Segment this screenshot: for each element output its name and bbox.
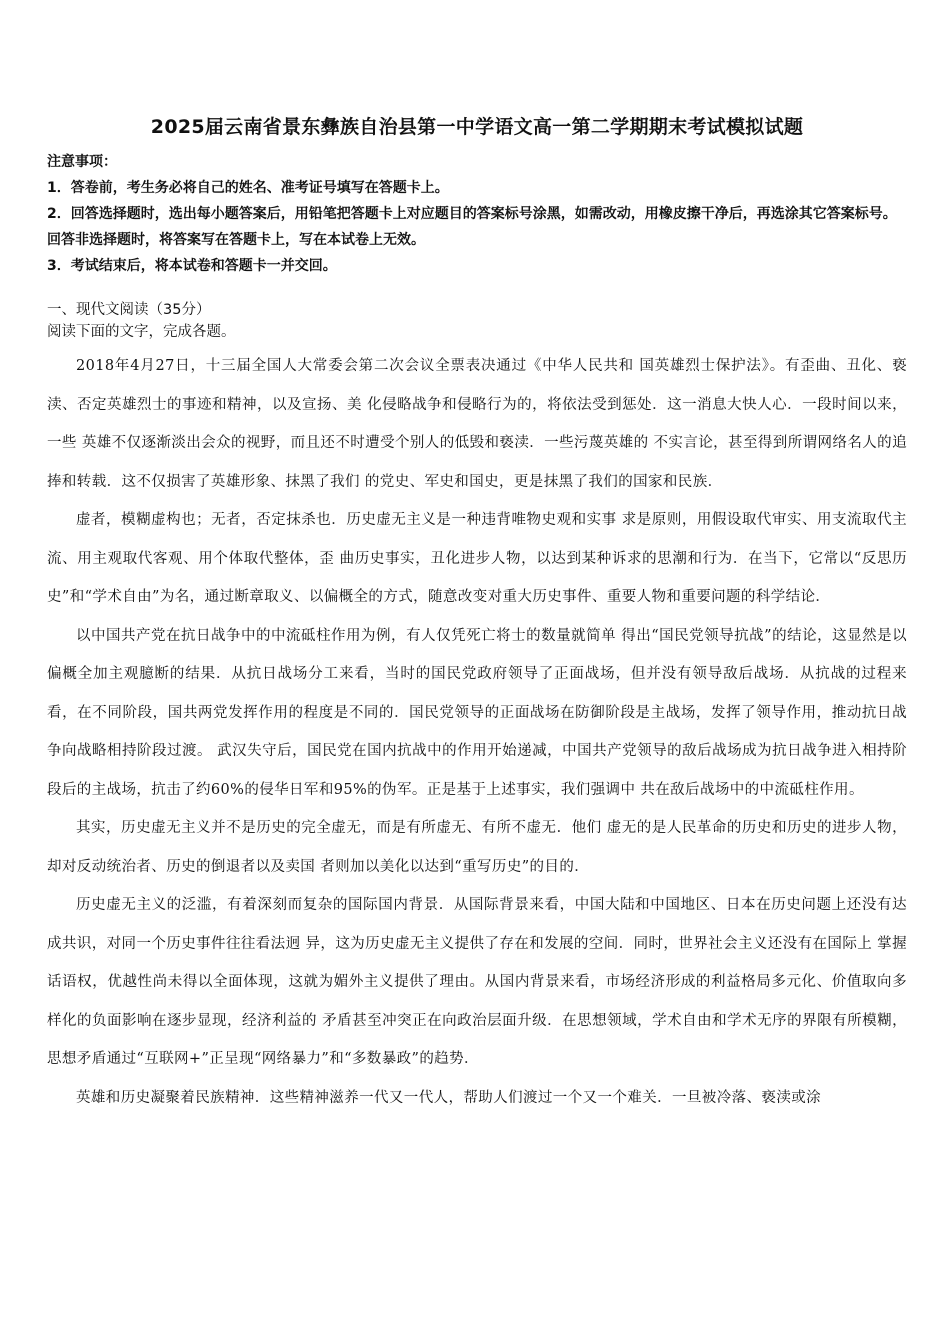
exam-title: 2025届云南省景东彝族自治县第一中学语文高一第二学期期末考试模拟试题 [150,116,804,138]
notice-item-3: 3．考试结束后，将本试卷和答题卡一并交回。 [47,258,337,274]
passage-paragraph-6: 英雄和历史凝聚着民族精神．这些精神滋养一代又一代人，帮助人们渡过一个又一个难关．一旦被冷落、亵渎或涂 [76,1089,821,1106]
exam-document [47,112,907,1117]
section-heading: 一、现代文阅读（35分） [47,302,211,318]
notice-item-1: 1．答卷前，考生务必将自己的姓名、准考证号填写在答题卡上。 [47,180,449,196]
passage-paragraph-2: 虚者，模糊虚构也；无者，否定抹杀也．历史虚无主义是一种违背唯物史观和实事 求是原则，用假设取代审实、用支流取代主流、用主观取代客观、用个体取代整体，歪 曲历史事实，丑化进步人物，以达到某种诉求的思潮和行为．在当下，它常以“反思历 史”和“学术自由”为名，通过断章取义、以偏概全的方式，随意改变对重大历史事件、重要人物和重要问题的科学结论． [47,512,907,605]
passage-paragraph-4: 其实，历史虚无主义并不是历史的完全虚无，而是有所虚无、有所不虚无．他们 虚无的是人民革命的历史和历史的进步人物，却对反动统治者、历史的倒退者以及卖国 者则加以美化以达到“重写历史”的目的． [47,820,907,875]
notice-block [47,149,907,279]
section-instruction: 阅读下面的文字，完成各题。 [47,324,236,340]
passage-paragraph-5: 历史虚无主义的泛滥，有着深刻而复杂的国际国内背景．从国际背景来看，中国大陆和中国地区、日本在历史问题上还没有达成共识，对同一个历史事件往往看法迥 异，这为历史虚无主义提供了存在和发展的空间．同时，世界社会主义还没有在国际上 掌握话语权，优越性尚未得以全面体现，这就为媚外主义提供了理由。从国内背景来看，市场经济形成的利益格局多元化、价值取向多样化的负面影响在逐步显现，经济利益的 矛盾甚至冲突正在向政治层面升级．在思想领域，学术自由和学术无序的界限有所模糊，思想矛盾通过“互联网+”正呈现“网络暴力”和“多数暴政”的趋势． [47,897,907,1067]
passage-paragraph-1: 2018年4月27日，十三届全国人大常委会第二次会议全票表决通过《中华人民共和 国英雄烈士保护法》。有歪曲、丑化、亵渎、否定英雄烈士的事迹和精神，以及宣扬、美 化侵略战争和侵略行为的，将依法受到惩处．这一消息大快人心．一段时间以来，一些 英雄不仅逐渐淡出会众的视野，而且还不时遭受个别人的低毁和亵渎．一些污蔑英雄的 不实言论，甚至得到所谓网络名人的追捧和转载．这不仅损害了英雄形象、抹黑了我们 的党史、军史和国史，更是抹黑了我们的国家和民族． [47,358,907,490]
passage-paragraph-3: 以中国共产党在抗日战争中的中流砥柱作用为例，有人仅凭死亡将士的数量就简单 得出“国民党领导抗战”的结论，这显然是以偏概全加主观臆断的结果．从抗日战场分工来看，当时的国民党政府领导了正面战场，但并没有领导敌后战场．从抗战的过程来看，在不同阶段，国共两党发挥作用的程度是不同的．国民党领导的正面战场在防御阶段是主战场，发挥了领导作用，推动抗日战争向战略相持阶段过渡。 武汉失守后，国民党在国内抗战中的作用开始递减，中国共产党领导的敌后战场成为抗日战争进入相持阶段后的主战场，抗击了约60%的侵华日军和95%的伪军。正是基于上述事实，我们强调中 共在敌后战场中的中流砥柱作用。 [47,627,907,798]
notice-heading: 注意事项： [47,154,117,170]
notice-item-2: 2．回答选择题时，选出每小题答案后，用铅笔把答题卡上对应题目的答案标号涂黑，如需改动，用橡皮擦干净后，再选涂其它答案标号。回答非选择题时，将答案写在答题卡上，写在本试卷上无效。 [47,206,897,248]
